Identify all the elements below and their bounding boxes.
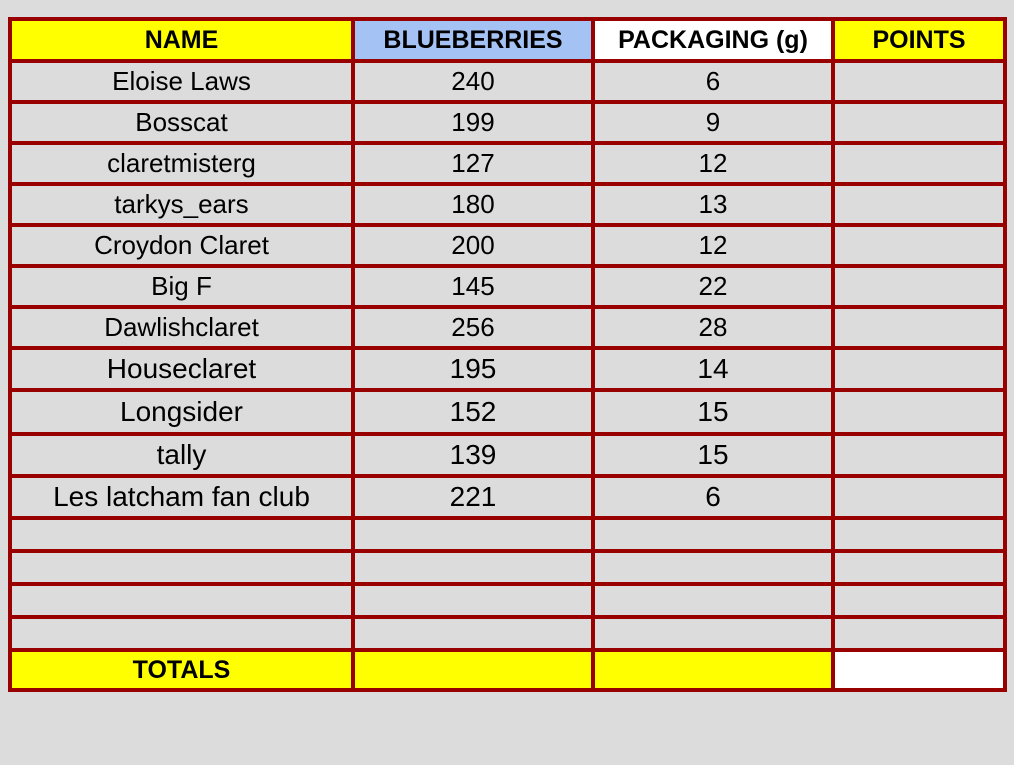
empty-cell[interactable] xyxy=(593,551,833,584)
name-cell[interactable]: tarkys_ears xyxy=(10,184,353,225)
empty-row xyxy=(10,584,1005,617)
empty-cell[interactable] xyxy=(10,551,353,584)
points-cell[interactable] xyxy=(833,390,1005,434)
blueberries-cell[interactable]: 152 xyxy=(353,390,593,434)
totals-packaging-cell[interactable] xyxy=(593,650,833,690)
name-cell[interactable]: Croydon Claret xyxy=(10,225,353,266)
points-cell[interactable] xyxy=(833,266,1005,307)
empty-cell[interactable] xyxy=(593,584,833,617)
empty-cell[interactable] xyxy=(10,617,353,650)
table-row xyxy=(10,434,1005,476)
blueberries-cell[interactable]: 195 xyxy=(353,348,593,390)
points-cell[interactable] xyxy=(833,143,1005,184)
table-row xyxy=(10,184,1005,225)
name-cell[interactable]: Longsider xyxy=(10,390,353,434)
empty-cell[interactable] xyxy=(353,584,593,617)
points-cell[interactable] xyxy=(833,61,1005,102)
blueberry-scores-table xyxy=(8,17,1007,692)
points-cell[interactable] xyxy=(833,184,1005,225)
points-cell[interactable] xyxy=(833,434,1005,476)
table-row xyxy=(10,390,1005,434)
empty-cell[interactable] xyxy=(833,518,1005,551)
packaging-cell[interactable]: 12 xyxy=(593,143,833,184)
header-name-cell[interactable]: NAME xyxy=(10,19,353,61)
empty-cell[interactable] xyxy=(353,551,593,584)
packaging-cell[interactable]: 15 xyxy=(593,434,833,476)
totals-row xyxy=(10,650,1005,690)
packaging-cell[interactable]: 13 xyxy=(593,184,833,225)
name-cell[interactable]: Eloise Laws xyxy=(10,61,353,102)
packaging-cell[interactable]: 6 xyxy=(593,476,833,518)
points-cell[interactable] xyxy=(833,348,1005,390)
empty-cell[interactable] xyxy=(353,617,593,650)
empty-row xyxy=(10,518,1005,551)
blueberries-cell[interactable]: 240 xyxy=(353,61,593,102)
packaging-cell[interactable]: 14 xyxy=(593,348,833,390)
empty-cell[interactable] xyxy=(833,617,1005,650)
table-row xyxy=(10,102,1005,143)
blueberries-cell[interactable]: 221 xyxy=(353,476,593,518)
points-cell[interactable] xyxy=(833,102,1005,143)
name-cell[interactable]: tally xyxy=(10,434,353,476)
totals-points-cell[interactable] xyxy=(833,650,1005,690)
empty-row xyxy=(10,617,1005,650)
header-points-cell[interactable]: POINTS xyxy=(833,19,1005,61)
name-cell[interactable]: Houseclaret xyxy=(10,348,353,390)
points-cell[interactable] xyxy=(833,307,1005,348)
blueberries-cell[interactable]: 139 xyxy=(353,434,593,476)
blueberries-cell[interactable]: 200 xyxy=(353,225,593,266)
packaging-cell[interactable]: 15 xyxy=(593,390,833,434)
table-row xyxy=(10,61,1005,102)
header-packaging-cell[interactable]: PACKAGING (g) xyxy=(593,19,833,61)
packaging-cell[interactable]: 6 xyxy=(593,61,833,102)
empty-cell[interactable] xyxy=(833,584,1005,617)
table-row xyxy=(10,307,1005,348)
table-row xyxy=(10,266,1005,307)
name-cell[interactable]: Les latcham fan club xyxy=(10,476,353,518)
header-blueberries-cell[interactable]: BLUEBERRIES xyxy=(353,19,593,61)
name-cell[interactable]: claretmisterg xyxy=(10,143,353,184)
packaging-cell[interactable]: 28 xyxy=(593,307,833,348)
name-cell[interactable]: Dawlishclaret xyxy=(10,307,353,348)
empty-cell[interactable] xyxy=(10,584,353,617)
blueberries-cell[interactable]: 199 xyxy=(353,102,593,143)
points-cell[interactable] xyxy=(833,476,1005,518)
points-cell[interactable] xyxy=(833,225,1005,266)
blueberries-cell[interactable]: 256 xyxy=(353,307,593,348)
packaging-cell[interactable]: 9 xyxy=(593,102,833,143)
table-row xyxy=(10,476,1005,518)
empty-cell[interactable] xyxy=(10,518,353,551)
name-cell[interactable]: Big F xyxy=(10,266,353,307)
header-row xyxy=(10,19,1005,61)
blueberries-cell[interactable]: 145 xyxy=(353,266,593,307)
packaging-cell[interactable]: 22 xyxy=(593,266,833,307)
empty-cell[interactable] xyxy=(593,617,833,650)
blueberries-cell[interactable]: 127 xyxy=(353,143,593,184)
packaging-cell[interactable]: 12 xyxy=(593,225,833,266)
totals-blueberries-cell[interactable] xyxy=(353,650,593,690)
empty-cell[interactable] xyxy=(353,518,593,551)
table-row xyxy=(10,348,1005,390)
table-row xyxy=(10,225,1005,266)
empty-row xyxy=(10,551,1005,584)
blueberries-cell[interactable]: 180 xyxy=(353,184,593,225)
table-row xyxy=(10,143,1005,184)
name-cell[interactable]: Bosscat xyxy=(10,102,353,143)
totals-label-cell[interactable]: TOTALS xyxy=(10,650,353,690)
empty-cell[interactable] xyxy=(833,551,1005,584)
empty-cell[interactable] xyxy=(593,518,833,551)
